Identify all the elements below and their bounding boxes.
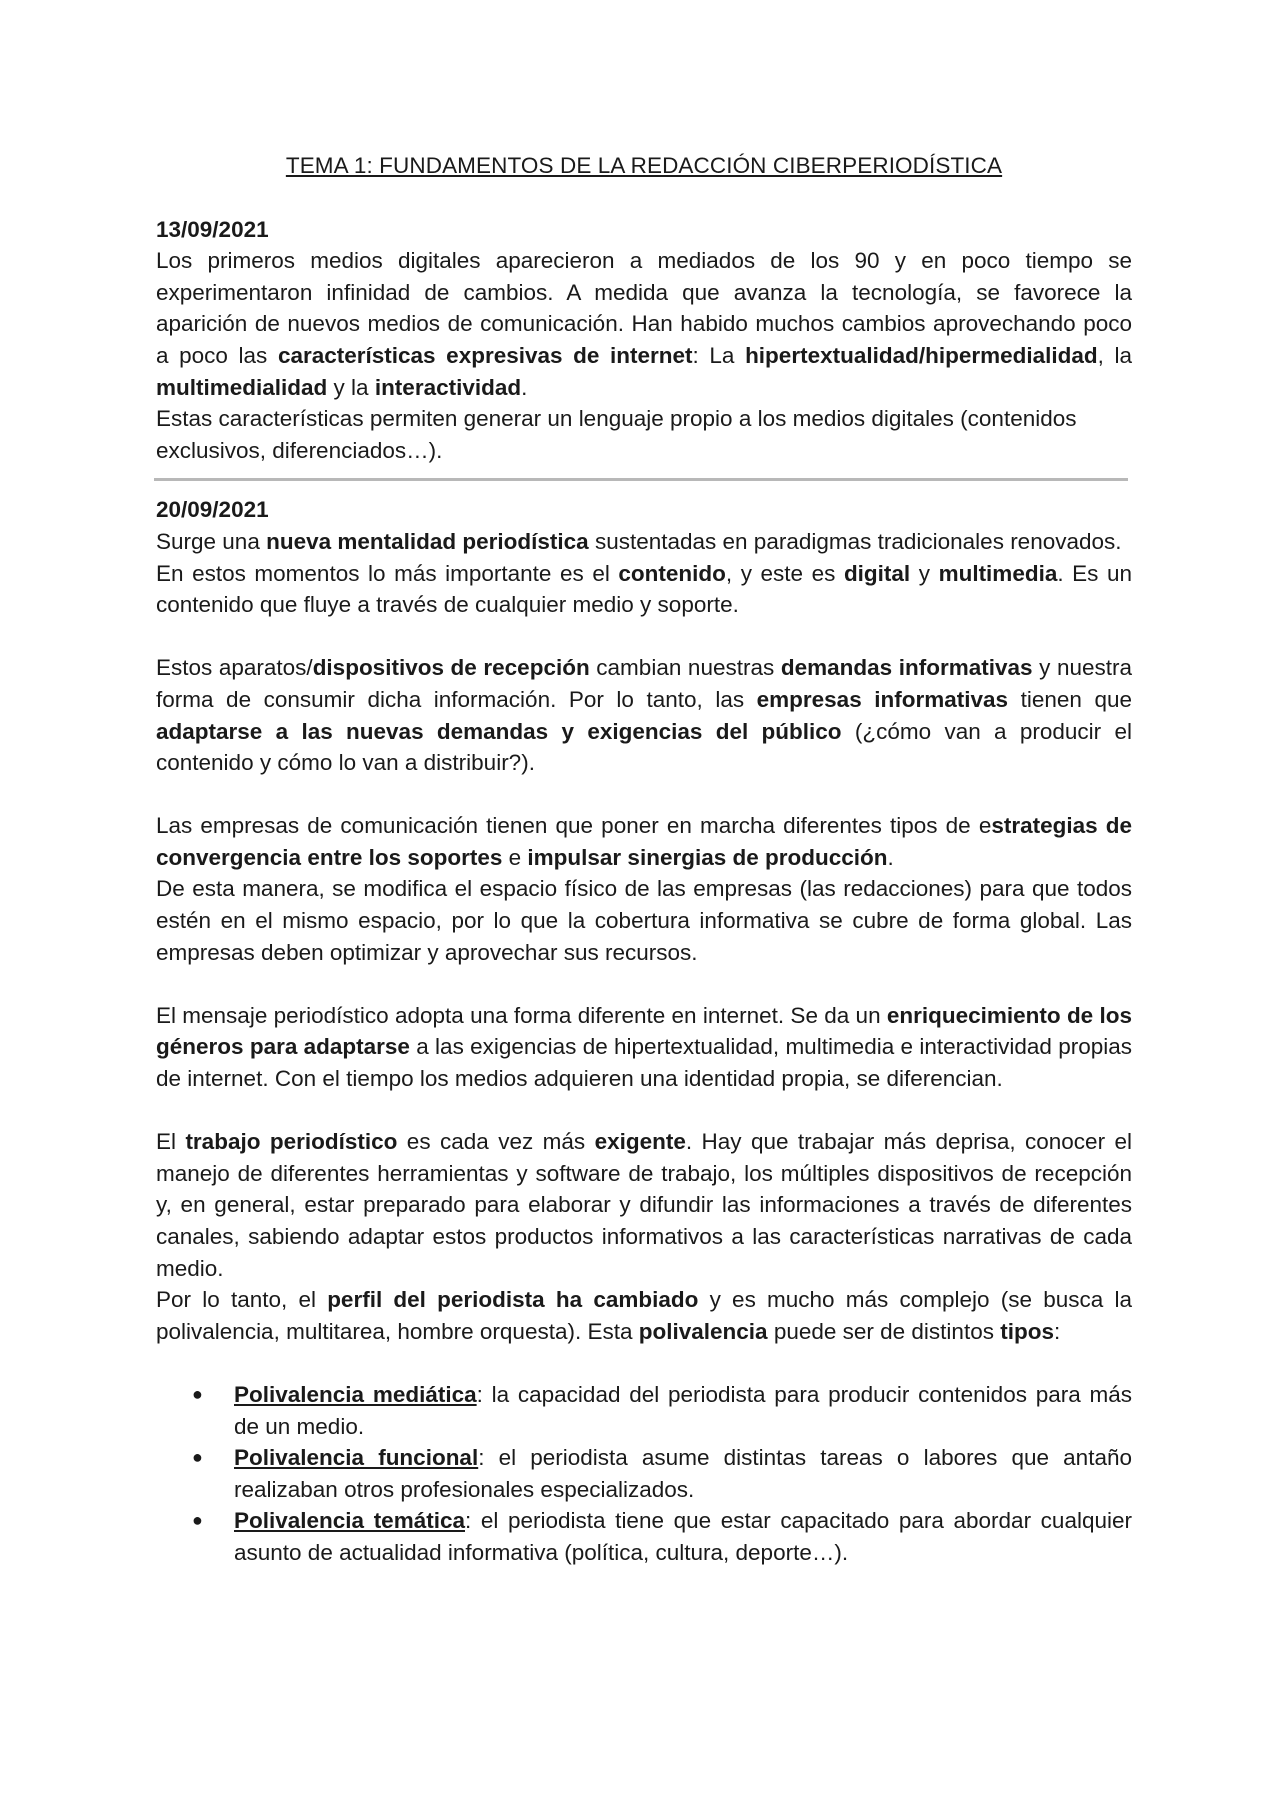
polivalencia-list [156,1379,1132,1569]
bold-text: contenido [618,560,726,586]
bullet-icon: ● [192,1447,203,1468]
text-run: sustentadas en paradigmas tradicionales renovados. [588,528,1122,554]
bold-text: interactividad [374,374,522,400]
list-item [156,1379,1132,1442]
text-run: Por lo tanto, el [156,1287,328,1313]
paragraph [156,1126,1132,1284]
text-run: y la [327,374,375,400]
text-run: El mensaje periodístico adopta una forma diferente en internet. Se da un [156,1002,887,1028]
bold-text: enriquecimiento de los géneros para adaptarse [156,1002,1132,1060]
list-term: Polivalencia funcional [234,1445,479,1471]
bold-text: demandas informativas [780,655,1033,681]
paragraph [156,526,1132,558]
list-text: : el periodista tiene que estar capacitado para abordar cualquier asunto de actualidad informativa (política, cultura, deporte…). [234,1508,1132,1565]
text-run: puede ser de distintos [767,1318,1001,1344]
text-run: . [887,844,894,870]
bold-text: nueva mentalidad periodística [266,528,589,554]
list-term: Polivalencia temática [234,1508,465,1534]
bold-text: adaptarse a las nuevas demandas y exigencias del público [156,718,842,744]
text-run: . [521,374,528,400]
text-run: y nuestra forma de consumir dicha información. Por lo tanto, las [156,655,1132,712]
list-text: : la capacidad del periodista para producir contenidos para más de un medio. [234,1381,1132,1439]
bold-text: trabajo periodístico [185,1129,398,1155]
paragraph [156,1000,1132,1095]
paragraph [156,1284,1132,1347]
text-run: El [156,1129,186,1155]
bold-text: digital [843,560,911,586]
paragraph-gap [156,1347,1132,1379]
text-run: y [910,560,939,586]
text-run: e [502,844,528,870]
text-run: es cada vez más [397,1129,595,1155]
text-run: a las exigencias de hipertextualidad, multimedia e interactividad propias de internet. Con el tiempo los medios adquieren una identidad propia, se diferencian. [156,1034,1132,1092]
bold-text: perfil del periodista ha cambiado [327,1287,699,1313]
section-date: 20/09/2021 [156,497,269,523]
text-run: . Hay que trabajar más deprisa, conocer el manejo de diferentes herramientas y software de trabajo, los múltiples dispositivos de recepción y, en general, estar preparado para elaborar y difundir las informaciones a través de diferentes canales, sabiendo adaptar estos productos informativos a las características narrativas de cada medio. [156,1129,1132,1281]
bold-text: dispositivos de recepción [312,655,590,681]
paragraph: De esta manera, se modifica el espacio físico de las empresas (las redacciones) para que todos estén en el mismo espacio, por lo que la cobertura informativa se cubre de forma global. Las empresas deben optimizar y aprovechar sus recursos. [156,876,1132,965]
list-item [156,1442,1132,1505]
bold-text: polivalencia [638,1318,768,1344]
document-title: TEMA 1: FUNDAMENTOS DE LA REDACCIÓN CIBERPERIODÍSTICA [285,153,1003,178]
text-run: . Es un contenido que fluye a través de cualquier medio y soporte. [156,560,1132,618]
bold-text: tipos [1000,1318,1054,1344]
list-term: Polivalencia mediática [234,1381,477,1407]
text-run: cambian nuestras [589,655,781,681]
text-run: , la [1097,342,1133,368]
paragraph: Estas características permiten generar un lenguaje propio a los medios digitales (contenidos exclusivos, diferenciados…). [156,406,1077,463]
text-run: Los primeros medios digitales aparecieron a mediados de los 90 y en poco tiempo se experimentaron infinidad de cambios. A medida que avanza la tecnología, se favorece la aparición de nuevos medios de comunicación. Han habido muchos cambios aprovechando poco a poco las [156,248,1132,368]
bold-text: empresas informativas [756,686,1009,712]
bullet-icon: ● [192,1383,203,1404]
paragraph [156,652,1132,778]
bold-text: strategias de convergencia entre los soportes [156,813,1133,870]
text-run: Estos aparatos/ [156,655,313,681]
list-item [156,1505,1132,1568]
text-run: En estos momentos lo más importante es el [156,560,619,586]
document-page [156,150,1132,1569]
text-run: : [1053,1318,1061,1344]
bold-text: impulsar sinergias de producción [527,844,888,870]
paragraph-gap [156,621,1132,653]
paragraph-gap [156,1095,1132,1127]
section-divider [154,478,1128,481]
paragraph [156,558,1132,621]
text-run: , y este es [725,560,844,586]
bold-text: características expresivas de internet [277,342,693,368]
text-run: : La [692,342,746,368]
text-run: Las empresas de comunicación tienen que poner en marcha diferentes tipos de e [156,813,992,839]
bold-text: hipertextualidad/hipermedialidad [745,342,1098,368]
paragraph [156,810,1132,873]
paragraph [156,245,1132,403]
text-run: tienen que [1008,686,1132,712]
paragraph-gap [156,779,1132,811]
bold-text: exigente [594,1129,686,1155]
list-text: : el periodista asume distintas tareas o labores que antaño realizaban otros profesionales especializados. [234,1445,1132,1502]
bullet-icon: ● [192,1510,203,1531]
bold-text: multimedia [938,560,1058,586]
text-run: y es mucho más complejo (se busca la polivalencia, multitarea, hombre orquesta). Esta [156,1287,1132,1344]
text-run: (¿cómo van a producir el contenido y cómo lo van a distribuir?). [156,718,1132,776]
text-run: Surge una [156,528,267,554]
section-date: 13/09/2021 [156,216,269,242]
paragraph-gap [156,968,1132,1000]
bold-text: multimedialidad [156,374,328,400]
